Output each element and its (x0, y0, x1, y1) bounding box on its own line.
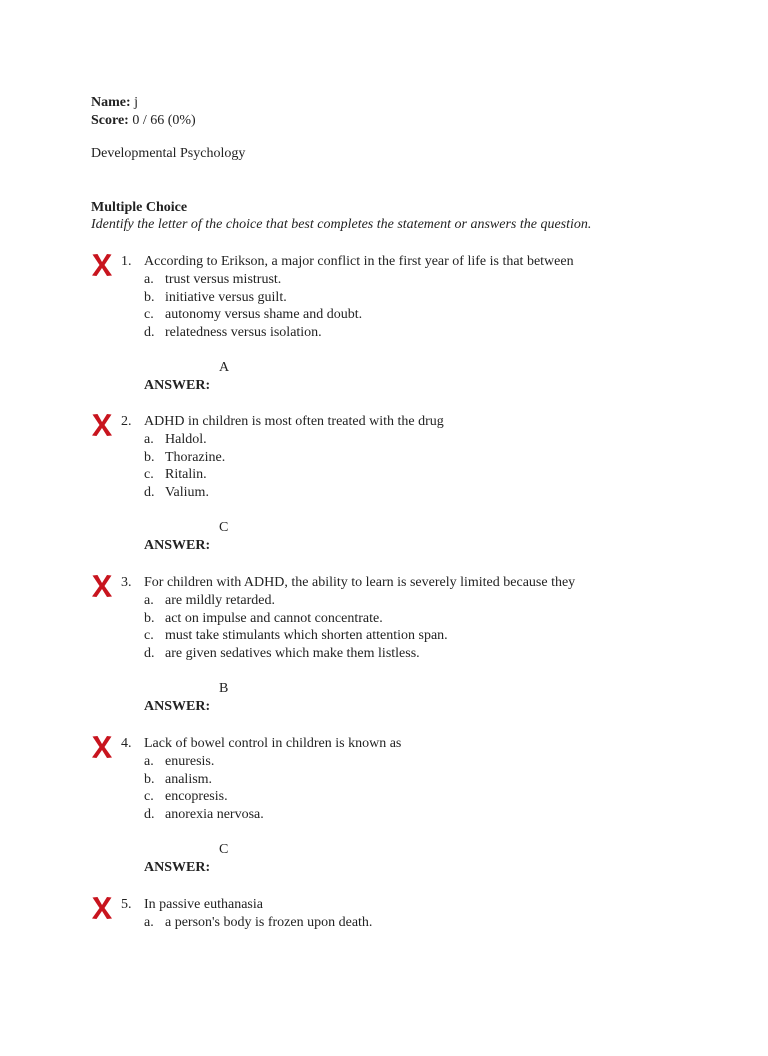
choice-letter: d. (144, 646, 155, 661)
choice-letter: d. (144, 807, 155, 822)
choice-item (144, 324, 322, 342)
choice-item (144, 431, 207, 449)
choice-item (144, 627, 448, 645)
choice-letter: d. (144, 485, 155, 500)
score-value: 0 / 66 (0%) (132, 113, 196, 128)
choice-item (144, 306, 362, 324)
question-stem: For children with ADHD, the ability to learn is severely limited because they (144, 575, 576, 590)
choice-text: a person's body is frozen upon death. (165, 915, 373, 930)
choice-item (144, 914, 372, 932)
question-item (0, 574, 768, 734)
answer-label: ANSWER: (144, 860, 211, 875)
choice-text: Ritalin. (165, 467, 207, 482)
answer-value: A (219, 360, 230, 375)
name-label: Name: (91, 95, 131, 110)
choice-text: act on impulse and cannot concentrate. (165, 611, 383, 626)
choice-item (144, 788, 228, 806)
score-line (91, 112, 196, 130)
section-instructions: Identify the letter of the choice that best completes the statement or answers the question. (91, 217, 592, 232)
question-number: 4. (121, 736, 132, 751)
score-label: Score: (91, 113, 129, 128)
choice-letter: c. (144, 307, 154, 322)
choice-text: autonomy versus shame and doubt. (165, 307, 363, 322)
choice-item (144, 592, 275, 610)
x-mark-icon (91, 896, 113, 920)
choice-text: Thorazine. (165, 450, 226, 465)
choice-letter: c. (144, 789, 154, 804)
choice-text: initiative versus guilt. (165, 290, 287, 305)
answer-label: ANSWER: (144, 378, 211, 393)
choice-text: trust versus mistrust. (165, 272, 282, 287)
choice-letter: b. (144, 450, 155, 465)
choice-text: analism. (165, 772, 213, 787)
choice-item (144, 645, 420, 663)
choice-item (144, 610, 383, 628)
choice-item (144, 753, 214, 771)
x-mark-icon (91, 253, 113, 277)
question-number: 2. (121, 414, 132, 429)
choice-text: are mildly retarded. (165, 593, 276, 608)
choice-item (144, 771, 212, 789)
choice-text: anorexia nervosa. (165, 807, 264, 822)
choice-letter: a. (144, 432, 154, 447)
x-mark-icon (91, 413, 113, 437)
choice-text: Haldol. (165, 432, 207, 447)
choice-letter: a. (144, 915, 154, 930)
section-title: Multiple Choice (91, 200, 188, 215)
question-stem: Lack of bowel control in children is known as (144, 736, 402, 751)
question-item (0, 413, 768, 573)
name-line (91, 94, 138, 112)
question-stem: ADHD in children is most often treated with the drug (144, 414, 444, 429)
question-number: 3. (121, 575, 132, 590)
question-item (0, 253, 768, 413)
choice-letter: b. (144, 611, 155, 626)
choice-text: must take stimulants which shorten attention span. (165, 628, 448, 643)
choice-letter: a. (144, 593, 154, 608)
question-number: 5. (121, 897, 132, 912)
name-value: j (134, 95, 139, 110)
question-number: 1. (121, 254, 132, 269)
choice-letter: d. (144, 325, 155, 340)
choice-letter: b. (144, 772, 155, 787)
answer-value: C (219, 520, 229, 535)
choice-item (144, 289, 287, 307)
choice-item (144, 466, 207, 484)
choice-item (144, 271, 281, 289)
choice-letter: a. (144, 272, 154, 287)
choice-letter: a. (144, 754, 154, 769)
choice-item (144, 484, 209, 502)
course-title: Developmental Psychology (91, 146, 246, 161)
question-item (0, 896, 768, 1056)
choice-text: enuresis. (165, 754, 215, 769)
choice-text: are given sedatives which make them listless. (165, 646, 420, 661)
answer-label: ANSWER: (144, 699, 211, 714)
x-mark-icon (91, 735, 113, 759)
choice-text: encopresis. (165, 789, 228, 804)
choice-item (144, 806, 264, 824)
question-stem: According to Erikson, a major conflict in the first year of life is that between (144, 254, 574, 269)
answer-value: B (219, 681, 229, 696)
answer-label: ANSWER: (144, 538, 211, 553)
choice-letter: c. (144, 467, 154, 482)
choice-item (144, 449, 225, 467)
x-mark-icon (91, 574, 113, 598)
question-item (0, 735, 768, 895)
question-stem: In passive euthanasia (144, 897, 263, 912)
answer-value: C (219, 842, 229, 857)
choice-text: Valium. (165, 485, 209, 500)
choice-letter: b. (144, 290, 155, 305)
choice-text: relatedness versus isolation. (165, 325, 322, 340)
choice-letter: c. (144, 628, 154, 643)
